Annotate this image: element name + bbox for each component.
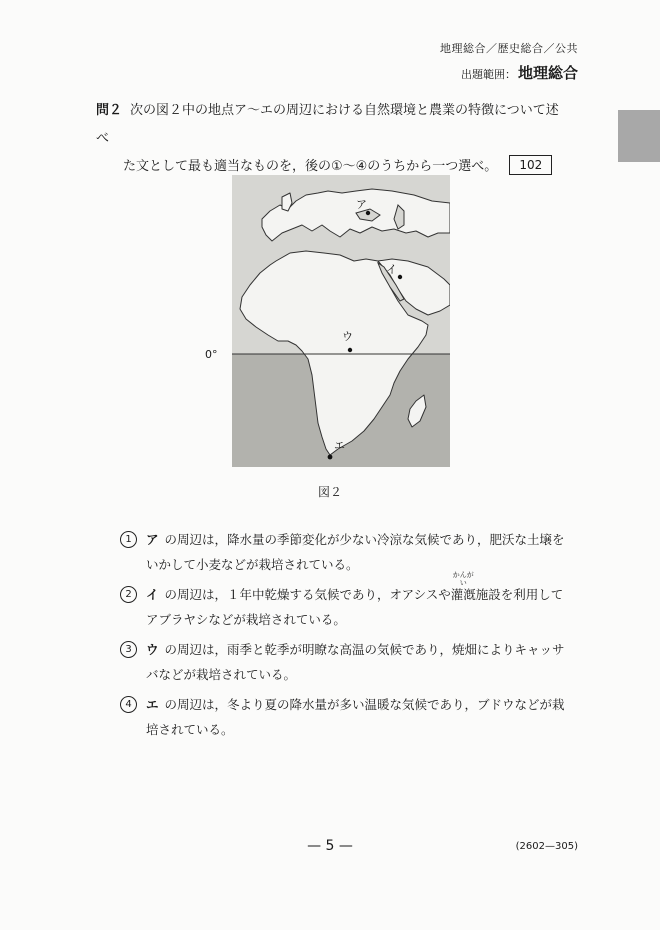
option-label: エ	[146, 697, 159, 712]
option-text: の周辺は，雨季と乾季が明瞭な高温の気候であり，焼畑によりキャッサ	[164, 642, 565, 657]
option-2[interactable]	[120, 571, 580, 632]
ruby-reading: かんがい	[452, 571, 474, 587]
page-number: — 5 —	[307, 838, 353, 854]
option-text: の周辺は，１年中乾燥する気候であり，オアシスや	[164, 587, 451, 602]
point-a-label: ア	[356, 198, 367, 211]
question	[96, 97, 566, 181]
option-4[interactable]	[120, 692, 580, 742]
question-number: 問２	[96, 103, 123, 118]
point-u-label: ウ	[342, 330, 353, 343]
option-1[interactable]	[120, 527, 580, 577]
question-line-1	[96, 97, 566, 153]
option-number: 1	[120, 531, 137, 548]
equator-label: 0°	[205, 348, 218, 361]
ruby-base: 灌漑	[450, 587, 476, 602]
point-e-marker	[328, 455, 333, 460]
scope-label: 出題範囲：	[460, 68, 516, 81]
options-list	[120, 527, 580, 747]
option-label: イ	[146, 587, 159, 602]
option-text: の周辺は，降水量の季節変化が少ない冷涼な気候であり，肥沃な土壌を	[164, 532, 565, 547]
figure-caption: 図２	[317, 485, 342, 499]
header-scope	[461, 62, 578, 83]
option-label: ア	[146, 532, 159, 547]
page-code: (2602—305)	[515, 841, 578, 852]
side-tab	[618, 110, 660, 162]
scope-value: 地理総合	[517, 64, 578, 82]
point-e-label: エ	[334, 439, 345, 452]
header-subjects: 地理総合／歴史総合／公共	[440, 42, 578, 55]
option-3[interactable]	[120, 637, 580, 687]
option-label: ウ	[146, 642, 159, 657]
question-text-1: 次の図２中の地点ア～エの周辺における自然環境と農業の特徴について述べ	[96, 103, 559, 146]
question-text-2: た文として最も適当なものを，後の①～④のうちから一つ選べ。	[123, 159, 498, 174]
answer-box[interactable]: 102	[509, 155, 552, 175]
option-text-cont: 培されている。	[146, 722, 234, 737]
option-number: 2	[120, 586, 137, 603]
africa-map	[232, 175, 450, 467]
point-i-label: イ	[386, 263, 397, 276]
option-text-cont: いかして小麦などが栽培されている。	[146, 557, 359, 572]
point-i-marker	[398, 275, 402, 279]
ruby-word	[450, 571, 476, 607]
option-text-cont: バなどが栽培されている。	[146, 667, 297, 682]
option-text-cont: アブラヤシなどが栽培されている。	[146, 612, 346, 627]
option-number: 4	[120, 696, 137, 713]
option-text: の周辺は，冬より夏の降水量が多い温暖な気候であり，ブドウなどが栽	[164, 697, 565, 712]
point-a-marker	[366, 211, 370, 215]
option-text-b: 施設を利用して	[475, 587, 564, 602]
option-number: 3	[120, 641, 137, 658]
point-u-marker	[348, 348, 352, 352]
